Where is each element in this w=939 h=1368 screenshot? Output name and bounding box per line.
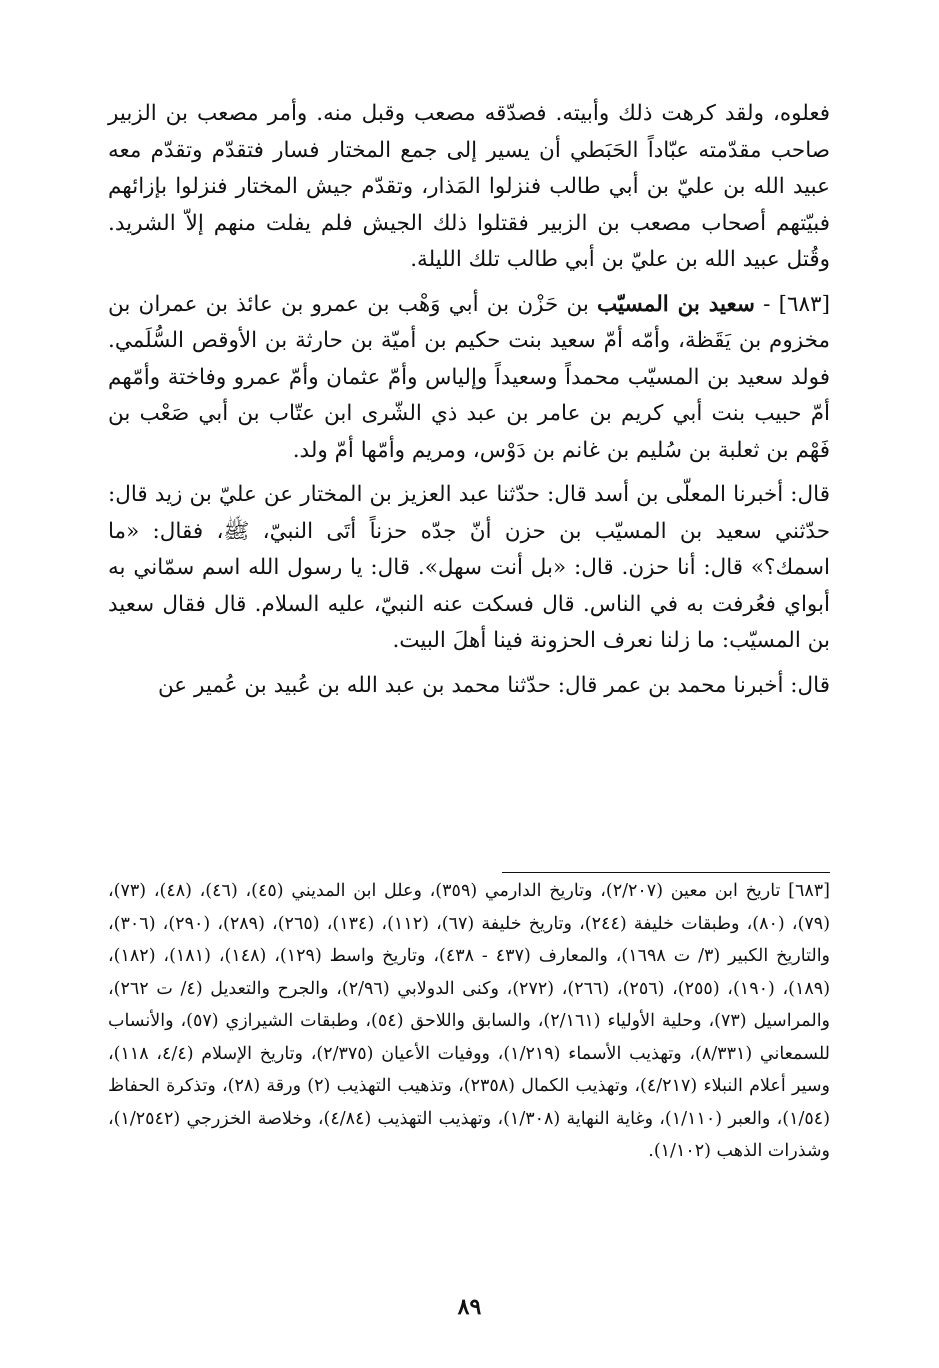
entry-lineage: بن حَزْن بن أبي وَهْب بن عمرو بن عائذ بن عمران بن مخزوم بن يَقَظة، وأمّه أمّ سعيد بنت حكيم بن أميّة بن حارثة بن الأوقص السُّلَمي. فولد سعيد بن المسيّب محمداً وسعيداً وإلياس وأمّ عثمان وأمّ عمرو وفاختة وأمّهم أمّ حبيب بنت أبي كريم بن عامر بن عبد ذي الشّرى ابن عتّاب بن أبي صَعْب بن فَهْم بن ثعلبة بن سُليم بن غانم بن دَوْس، ومريم وأمّها أمّ ولد. <box>108 291 830 463</box>
page-number: ٨٩ <box>457 1294 482 1320</box>
paragraph-mukhtar-battle: فعلوه، ولقد كرهت ذلك وأبيته. فصدّقه مصعب وقبل منه. وأمر مصعب بن الزبير صاحب مقدّمته عبّاداً الحَبَطي أن يسير إلى جمع المختار فسار فتقدّم وتقدّم معه عبيد الله بن عليّ بن أبي طالب فنزلوا المَذار، وتقدّم جيش المختار فنزلوا بإزائهم فبيّتهم أصحاب مصعب بن الزبير فقتلوا ذلك الجيش فلم يفلت منهم إلاّ الشريد. وقُتل عبيد الله بن عليّ بن أبي طالب تلك الليلة. <box>108 101 830 272</box>
entry-dash: - <box>754 291 779 317</box>
footnotes <box>108 872 830 1168</box>
paragraph-hadith-hazn: قال: أخبرنا المعلّى بن أسد قال: حدّثنا عبد العزيز بن المختار عن عليّ بن زيد قال: حدّثني سعيد بن المسيّب بن حزن أنّ جدّه حزناً أتَى النبيّ، ﷺ، فقال: «ما اسمك؟» قال: أنا حزن. قال: «بل أنت سهل». قال: يا رسول الله اسم سمّاني به أبواي فعُرفت به في الناس. قال فسكت عنه النبيّ، عليه السلام. قال فقال سعيد بن المسيّب: ما زلنا نعرف الحزونة فينا أهلَ البيت. <box>108 482 830 653</box>
paragraph-isnad-next: قال: أخبرنا محمد بن عمر قال: حدّثنا محمد بن عبد الله بن عُبيد بن عُمير عن <box>157 672 830 698</box>
footnote-683: [٦٨٣] تاريخ ابن معين (٢/٢٠٧)، وتاريخ الدارمي (٣٥٩)، وعلل ابن المديني (٤٥)، (٤٦)، (٤٨)، (٧٣)، (٧٩)، (٨٠)، وطبقات خليفة (٢٤٤)، وتاريخ خليفة (٦٧)، (١١٢)، (١٣٤)، (٢٦٥)، (٢٨٩)، (٢٩٠)، (٣٠٦)، والتاريخ الكبير (٣/ ت ١٦٩٨)، والمعارف (٤٣٧ - ٤٣٨)، وتاريخ واسط (١٢٩)، (١٤٨)، (١٨١)، (١٨٢)، (١٨٩)، (١٩٠)، (٢٥٥)، (٢٥٦)، (٢٦٦)، (٢٧٢)، وكنى الدولابي (٢/٩٦)، والجرح والتعديل (٤/ ت ٢٦٢)، والمراسيل (٧٣)، وحلية الأولياء (٢/١٦١)، والسابق واللاحق (٥٤)، وطبقات الشيرازي (٥٧)، والأنساب للسمعاني (٨/٣٣١)، وتهذيب الأسماء (١/٢١٩)، ووفيات الأعيان (٢/٣٧٥)، وتاريخ الإسلام (٤/٤، ١١٨)، وسير أعلام النبلاء (٤/٢١٧)، وتهذيب الكمال (٢٣٥٨)، وتذهيب التهذيب (٢) ورقة (٢٨)، وتذكرة الحفاظ (١/٥٤)، والعبر (١/١١٠)، وغاية النهاية (١/٣٠٨)، وتهذيب التهذيب (٤/٨٤)، وخلاصة الخزرجي (١/٢٥٤٢)، وشذرات الذهب (١/١٠٢). <box>108 881 831 1161</box>
entry-name: سعيد بن المسيّب <box>597 291 755 317</box>
entry-683 <box>108 287 830 470</box>
footnote-divider <box>502 872 830 873</box>
main-text <box>108 96 830 704</box>
entry-number: [٦٨٣] <box>778 291 830 317</box>
